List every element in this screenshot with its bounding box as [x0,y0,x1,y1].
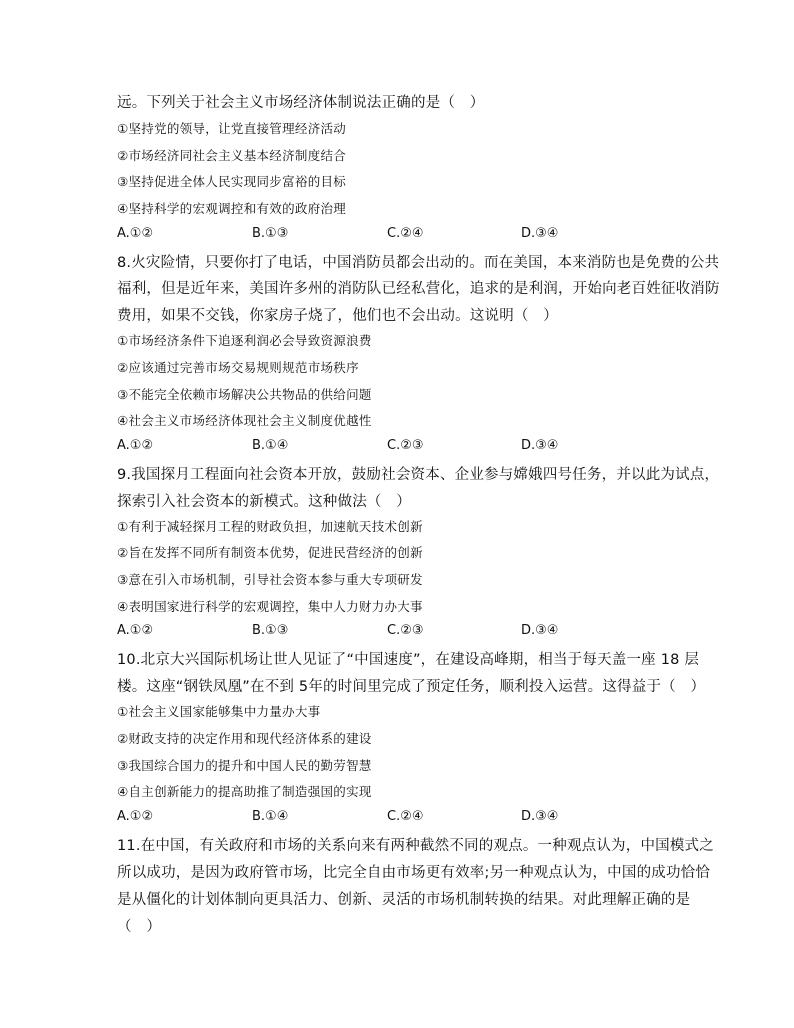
q10-statement-4: ④自主创新能力的提高助推了制造强国的实现 [117,784,372,799]
option-c: C.②③ [387,623,424,638]
option-d: D.③④ [521,438,559,453]
q7-options [117,226,677,244]
question-7-stem-end: 远。下列关于社会主义市场经济体制说法正确的是（ ） [117,95,485,111]
option-a: A.①② [117,438,154,453]
q8-options [117,438,677,456]
option-b: B.①③ [252,226,289,241]
q10-options [117,809,677,827]
option-b: B.①③ [252,623,289,638]
q10-statement-2: ②财政支持的决定作用和现代经济体系的建设 [117,731,372,746]
q7-statement-4: ④坚持科学的宏观调控和有效的政府治理 [117,201,347,216]
option-b: B.①④ [252,438,289,453]
option-d: D.③④ [521,623,559,638]
q7-statement-3: ③坚持促进全体人民实现同步富裕的目标 [117,174,347,189]
question-9-stem-line-1: 9.我国探月工程面向社会资本开放，鼓励社会资本、企业参与嫦娥四号任务，并以此为试点， [117,467,720,483]
q7-statement-1: ①坚持党的领导，让党直接管理经济活动 [117,121,347,136]
q9-statement-4: ④表明国家进行科学的宏观调控，集中人力财力办大事 [117,599,423,614]
q10-statement-3: ③我国综合国力的提升和中国人民的勤劳智慧 [117,758,372,773]
question-11-stem-line-4: （ ） [117,919,162,935]
option-c: C.②③ [387,438,424,453]
question-8-stem-line-3: 费用，如果不交钱，你家房子烧了，他们也不会出动。这说明（ ） [117,308,558,324]
question-10-stem-line-2: 楼。这座“钢铁凤凰”在不到 5年的时间里完成了预定任务，顺利投入运营。这得益于（ ） [117,679,706,695]
q8-statement-4: ④社会主义市场经济体现社会主义制度优越性 [117,413,372,428]
option-b: B.①④ [252,809,289,824]
option-c: C.②④ [387,809,424,824]
q8-statement-3: ③不能完全依赖市场解决公共物品的供给问题 [117,387,372,402]
q9-statement-3: ③意在引入市场机制，引导社会资本参与重大专项研发 [117,572,423,587]
question-10-stem-line-1: 10.北京大兴国际机场让世人见证了“中国速度”，在建设高峰期，相当于每天盖一座 18 层 [117,652,700,668]
option-a: A.①② [117,809,154,824]
question-11-stem-line-1: 11.在中国，有关政府和市场的关系向来有两种截然不同的观点。一种观点认为，中国模式之 [117,838,714,854]
question-8-stem-line-2: 福利，但是近年来，美国许多州的消防队已经私营化，追求的是利润，开始向老百姓征收消防 [117,281,720,297]
question-11-stem-line-3: 是从僵化的计划体制向更具活力、创新、灵活的市场机制转换的结果。对此理解正确的是 [117,892,691,908]
question-11-stem-line-2: 所以成功，是因为政府管市场，比完全自由市场更有效率;另一种观点认为，中国的成功恰恰 [117,865,711,881]
option-d: D.③④ [521,226,559,241]
option-d: D.③④ [521,809,559,824]
option-c: C.②④ [387,226,424,241]
q10-statement-1: ①社会主义国家能够集中力量办大事 [117,704,321,719]
question-9-stem-line-2: 探索引入社会资本的新模式。这种做法（ ） [117,494,411,510]
q9-statement-2: ②旨在发挥不同所有制资本优势，促进民营经济的创新 [117,545,423,560]
q9-statement-1: ①有利于减轻探月工程的财政负担，加速航天技术创新 [117,519,423,534]
question-8-stem-line-1: 8.火灾险情，只要你打了电话，中国消防员都会出动的。而在美国，本来消防也是免费的公共 [117,255,720,271]
option-a: A.①② [117,226,154,241]
option-a: A.①② [117,623,154,638]
q8-statement-2: ②应该通过完善市场交易规则规范市场秩序 [117,360,359,375]
q7-statement-2: ②市场经济同社会主义基本经济制度结合 [117,148,347,163]
q8-statement-1: ①市场经济条件下追逐利润必会导致资源浪费 [117,333,372,348]
q9-options [117,623,677,641]
